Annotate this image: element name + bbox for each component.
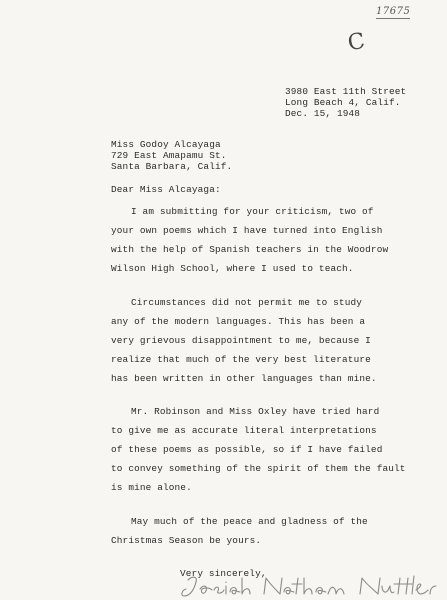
paragraph-2-line: very grievous disappointment to me, because I [111, 335, 371, 346]
paragraph-4-line: May much of the peace and gladness of the [131, 516, 368, 527]
paragraph-1-line: with the help of Spanish teachers in the Woodrow [111, 244, 389, 255]
recipient-name: Miss Godoy Alcayaga [111, 139, 221, 150]
paragraph-1-line: your own poems which I have turned into English [111, 225, 383, 236]
paragraph-2-line: realize that much of the very best literature [111, 354, 371, 365]
paragraph-3-line: Mr. Robinson and Miss Oxley have tried hard [131, 406, 380, 417]
paragraph-3-line: to convey something of the spirit of them the fault [111, 463, 406, 474]
recipient-street: 729 East Amapamu St. [111, 150, 227, 161]
paragraph-2-line: any of the modern languages. This has been a [111, 316, 366, 327]
handwritten-mark: C [345, 28, 367, 57]
paragraph-4-line: Christmas Season be yours. [111, 535, 262, 546]
paragraph-1-line: Wilson High School, where I used to teach. [111, 263, 354, 274]
paragraph-2-line: has been written in other languages than mine. [111, 373, 377, 384]
paragraph-3-line: is mine alone. [111, 482, 192, 493]
letter-date: Dec. 15, 1948 [285, 108, 361, 119]
salutation: Dear Miss Alcayaga: [111, 184, 221, 195]
paragraph-3-line: of these poems as possible, so if I have failed [111, 444, 383, 455]
sender-city: Long Beach 4, Calif. [285, 97, 401, 108]
paragraph-1-line: I am submitting for your criticism, two of [131, 206, 374, 217]
paragraph-2-line: Circumstances did not permit me to study [131, 297, 363, 308]
sender-street: 3980 East 11th Street [285, 86, 407, 97]
paragraph-3-line: to give me as accurate literal interpretations [111, 425, 377, 436]
recipient-city: Santa Barbara, Calif. [111, 161, 233, 172]
closing: Very sincerely, [180, 568, 267, 579]
archive-number-annotation: 17675 [376, 6, 411, 17]
handwritten-signature [180, 572, 440, 600]
